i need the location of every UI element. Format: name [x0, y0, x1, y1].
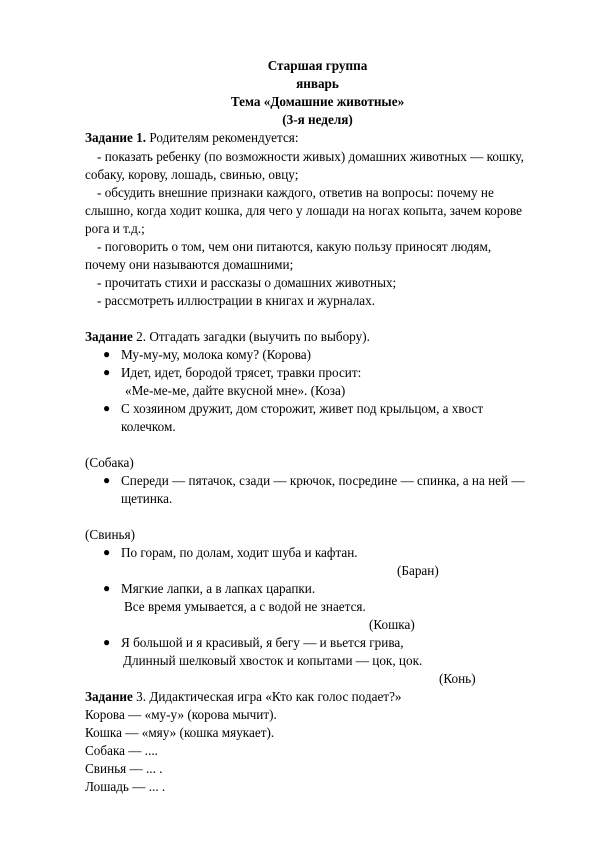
task1-line-5: рога и т.д.;: [85, 221, 145, 236]
task3-line-cow: Корова — «му-у» (корова мычит).: [85, 707, 277, 722]
answer-ram: (Баран): [397, 563, 439, 578]
task3-line-horse: Лошадь — ... .: [85, 779, 166, 794]
task1-line-2: собаку, корову, лошадь, свинью, овцу;: [85, 167, 299, 182]
task2-heading: [85, 329, 370, 345]
riddle-cat-line-1: Мягкие лапки, а в лапках царапки.: [121, 581, 316, 596]
task1-intro: Родителям рекомендуется:: [146, 130, 299, 145]
riddle-cat-line-2: Все время умывается, а с водой не знается.: [124, 599, 366, 614]
riddle-horse-line-2: Длинный шелковый хвосток и копытами — цок, цок.: [123, 653, 423, 668]
task3-heading: [85, 689, 402, 705]
answer-horse: (Конь): [439, 671, 476, 686]
bullet-icon: ●: [103, 581, 111, 595]
header-group: Старшая группа: [267, 58, 368, 73]
riddle-ram: По горам, по долам, ходит шуба и кафтан.: [121, 545, 358, 560]
task1-line-3: - обсудить внешние признаки каждого, ответив на вопросы: почему не: [97, 185, 494, 200]
task1-line-4: слышно, когда ходит кошка, для чего у лошади на ногах копыта, зачем корове: [85, 203, 522, 218]
riddle-pig-line-1: Спереди — пятачок, сзади — крючок, посредине — спинка, а на ней —: [121, 473, 525, 488]
task1-line-8: - прочитать стихи и рассказы о домашних животных;: [97, 275, 397, 290]
riddle-pig-line-2: щетинка.: [121, 491, 173, 506]
task2-label: Задание: [85, 329, 133, 344]
header-month: январь: [296, 76, 339, 91]
riddle-horse-line-1: Я большой и я красивый, я бегу — и вьется грива,: [121, 635, 404, 650]
task1-heading: [85, 130, 299, 146]
bullet-icon: ●: [103, 635, 111, 649]
task1-line-6: - поговорить о том, чем они питаются, какую пользу приносят людям,: [97, 239, 492, 254]
task2-intro: 2. Отгадать загадки (выучить по выбору).: [132, 329, 370, 344]
answer-pig: (Свинья): [85, 527, 136, 542]
task1-line-9: - рассмотреть иллюстрации в книгах и журналах.: [97, 293, 376, 308]
task1-line-7: почему они называются домашними;: [85, 257, 294, 272]
riddle-cow: Му-му-му, молока кому? (Корова): [121, 347, 311, 362]
riddle-goat-line-2: «Ме-ме-ме, дайте вкусной мне». (Коза): [125, 383, 346, 398]
task1-line-1: - показать ребенку (по возможности живых) домашних животных — кошку,: [97, 149, 524, 164]
task3-intro: 3. Дидактическая игра «Кто как голос подает?»: [132, 689, 402, 704]
task3-line-cat: Кошка — «мяу» (кошка мяукает).: [85, 725, 275, 740]
bullet-icon: ●: [103, 545, 111, 559]
bullet-icon: ●: [103, 401, 111, 415]
riddle-dog-line-1: С хозяином дружит, дом сторожит, живет под крыльцом, а хвост: [121, 401, 484, 416]
riddle-goat-line-1: Идет, идет, бородой трясет, травки просит:: [121, 365, 362, 380]
task3-line-dog: Собака — ....: [85, 743, 158, 758]
header-theme: Тема «Домашние животные»: [230, 94, 405, 109]
header-week: (3-я неделя): [282, 112, 353, 127]
bullet-icon: ●: [103, 365, 111, 379]
bullet-icon: ●: [103, 473, 111, 487]
task3-line-pig: Свинья — ... .: [85, 761, 163, 776]
answer-cat: (Кошка): [369, 617, 415, 632]
task1-label: Задание 1.: [85, 130, 147, 145]
answer-dog: (Собака): [85, 455, 134, 470]
riddle-dog-line-2: колечком.: [121, 419, 176, 434]
task3-label: Задание: [85, 689, 133, 704]
bullet-icon: ●: [103, 347, 111, 361]
